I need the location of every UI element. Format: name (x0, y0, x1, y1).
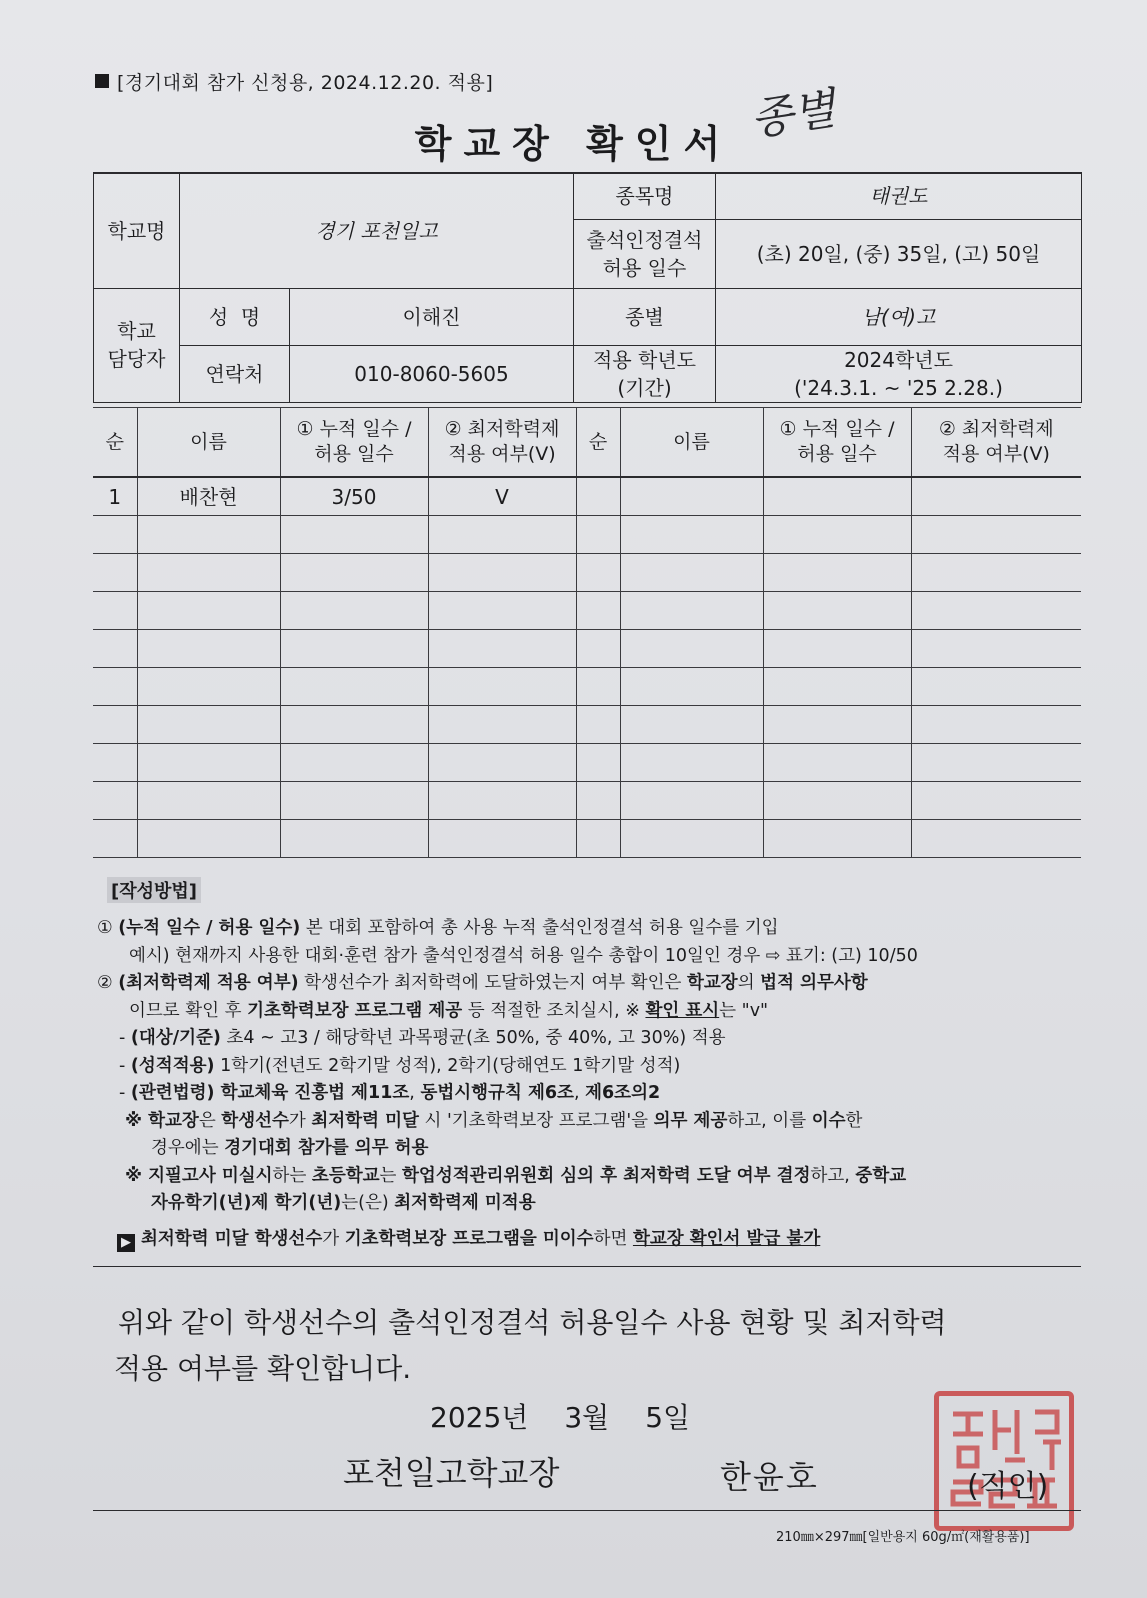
roster-cell-empty (620, 744, 763, 782)
roster-cell-empty (137, 592, 280, 630)
absence-label (574, 219, 716, 288)
text: 중학교 (855, 1165, 907, 1186)
roster-cell-empty (93, 668, 137, 706)
paper-spec: 210㎜×297㎜[일반용지 60g/㎡(재활용품)] (776, 1530, 1030, 1545)
method-section (97, 915, 1077, 1253)
roster-cell-empty (576, 630, 620, 668)
roster-cell-empty (763, 592, 911, 630)
text: 이수 (811, 1110, 846, 1131)
text: 학생선수가 최저학력에 도달하였는지 여부 확인은 (298, 973, 687, 993)
text: 지필고사 미실시 (148, 1165, 273, 1186)
roster-cell-empty (428, 782, 576, 820)
method-line-7 (97, 1080, 1077, 1108)
table-row (93, 706, 1081, 744)
year-value-line2: ('24.3.1. ~ '25 2.28.) (794, 375, 1003, 400)
text: 기초학력보장 프로그램을 미이수 (344, 1228, 594, 1249)
year-label-line1: 적용 학년도 (593, 347, 696, 372)
roster-cell-days: 3/50 (280, 477, 428, 516)
roster-cell-empty (620, 782, 763, 820)
method-line-10 (97, 1163, 1077, 1191)
text: 초4 ~ 고3 / 해당학년 과목평균(초 50%, 중 40%, 고 30%) 적용 (220, 1028, 726, 1048)
header-note-text: [경기대회 참가 신청용, 2024.12.20. 적용] (117, 72, 494, 94)
roster-cell-empty (280, 554, 428, 592)
text: 최저학력 미달 학생선수 (141, 1228, 323, 1249)
text: 학생선수 (221, 1110, 289, 1131)
date (430, 1396, 726, 1436)
roster-cell-empty (620, 630, 763, 668)
roster-header-days (280, 408, 428, 478)
text: 의 (737, 973, 761, 993)
roster-cell-empty (428, 516, 576, 554)
confirmation-line2: 적용 여부를 확인합니다. (114, 1352, 412, 1385)
text: 가 (288, 1110, 312, 1131)
roster-cell-empty (428, 744, 576, 782)
square-bullet-icon (95, 74, 109, 88)
roster-cell-empty (911, 744, 1081, 782)
method-line-11 (97, 1190, 1077, 1218)
text: 학교장 (148, 1110, 199, 1131)
text: 한 (845, 1110, 863, 1131)
roster-header-no-2: 순 (576, 408, 620, 478)
text: 동법시행규칙 제6조 (420, 1083, 574, 1103)
method-line-4 (97, 998, 1077, 1026)
roster-cell-empty (911, 592, 1081, 630)
table-row (93, 668, 1081, 706)
method-line-8 (97, 1108, 1077, 1136)
roster-cell-empty (576, 477, 620, 516)
roster-cell-empty (428, 820, 576, 858)
days-header-line2: 허용 일수 (314, 443, 394, 465)
text: 초등학교 (311, 1165, 380, 1186)
roster-cell-empty (763, 668, 911, 706)
divider (93, 1266, 1081, 1267)
manager-label-line1: 학교 (117, 319, 156, 343)
method-line-1 (97, 915, 1077, 943)
roster-header-min (428, 408, 576, 478)
year-label-line2: (기간) (617, 375, 672, 400)
roster-cell-empty (93, 554, 137, 592)
method-line-3 (97, 970, 1077, 998)
roster-cell-empty (137, 782, 280, 820)
absence-value: (초) 20일, (중) 35일, (고) 50일 (716, 219, 1082, 288)
roster-cell-empty (137, 554, 280, 592)
text: 예시) 현재까지 사용한 대회·훈련 참가 출석인정결석 허용 일수 총합이 10일인 경우 ⇨ 표기: (고) 10/50 (129, 945, 918, 966)
min-header-line1: ② 최저학력제 (444, 418, 560, 441)
text: 경우에는 (151, 1138, 225, 1158)
name-value: 이해진 (290, 288, 574, 345)
method-line-9 (97, 1135, 1077, 1163)
text: 기초학력보장 프로그램 제공 (247, 1000, 463, 1021)
roster-cell-empty (280, 744, 428, 782)
text: , (573, 1083, 586, 1103)
date-month: 3월 (564, 1401, 610, 1434)
roster-cell-empty (576, 554, 620, 592)
text: - (119, 1028, 131, 1048)
roster-cell-empty (763, 554, 911, 592)
manager-label (94, 288, 180, 402)
text: 가 (322, 1228, 345, 1249)
table-row (93, 516, 1081, 554)
days-header-line2: 허용 일수 (797, 443, 877, 465)
table-row (93, 630, 1081, 668)
text: 학업성적관리위원회 심의 후 최저학력 도달 여부 결정 (402, 1165, 811, 1186)
year-value-line1: 2024학년도 (844, 347, 953, 372)
table-row (93, 477, 1081, 516)
roster-cell-empty (280, 820, 428, 858)
text: ② (97, 973, 119, 993)
text: (대상/기준) (130, 1028, 221, 1048)
roster-cell-empty (93, 744, 137, 782)
roster-cell-empty (93, 706, 137, 744)
text: 자유학기(년)제 학기(년) (151, 1193, 342, 1213)
text: 본 대회 포함하여 총 사용 누적 출석인정결석 허용 일수를 기입 (300, 918, 779, 938)
confirmation-line1: 위와 같이 학생선수의 출석인정결석 허용일수 사용 현황 및 최저학력 (118, 1306, 947, 1339)
text: 최저학력 미달 (311, 1110, 419, 1131)
text: (누적 일수 / 허용 일수) (118, 918, 301, 938)
roster-cell-empty (428, 668, 576, 706)
roster-cell-empty (620, 820, 763, 858)
roster-cell-empty (620, 706, 763, 744)
roster-cell-empty (137, 744, 280, 782)
category-label: 종별 (574, 288, 716, 345)
min-header-line1: ② 최저학력제 (938, 418, 1054, 441)
roster-cell-empty (763, 782, 911, 820)
text: 하면 (593, 1228, 633, 1249)
document-title: 학교장 확인서 (414, 122, 733, 166)
roster-cell-empty (137, 668, 280, 706)
roster-cell-empty (280, 668, 428, 706)
text: ※ (125, 1165, 149, 1186)
school-label: 학교명 (94, 173, 180, 288)
text: 는 "v" (719, 1000, 769, 1021)
roster-cell-empty (576, 782, 620, 820)
text: 는(은) (341, 1193, 395, 1213)
roster-cell-empty (911, 668, 1081, 706)
roster-cell-empty (576, 744, 620, 782)
confirmation-text (114, 1300, 1078, 1392)
handwritten-note: 종별 (747, 83, 839, 146)
roster-cell-empty (620, 554, 763, 592)
roster-cell-empty (93, 592, 137, 630)
info-table (93, 172, 1082, 403)
roster-cell-empty (911, 477, 1081, 516)
year-value (716, 345, 1082, 402)
manager-label-line2: 담당자 (107, 347, 166, 371)
text: 등 적절한 조치실시, ※ (462, 1000, 646, 1021)
bottom-divider (93, 1510, 1081, 1511)
text: 는 (379, 1165, 403, 1186)
table-row (93, 554, 1081, 592)
roster-cell-empty (93, 516, 137, 554)
roster-header-days-2 (763, 408, 911, 478)
text: - (119, 1083, 131, 1103)
contact-label: 연락처 (180, 345, 290, 402)
roster-cell-empty (763, 706, 911, 744)
days-header-line1: ① 누적 일수 / (779, 418, 895, 441)
text: 1학기(전년도 2학기말 성적), 2학기(당해연도 1학기말 성적) (214, 1055, 681, 1076)
roster-cell-empty (911, 516, 1081, 554)
text: 하는 (272, 1165, 312, 1186)
roster-cell-empty (428, 630, 576, 668)
category-value: 남(여)고 (716, 288, 1082, 345)
school-principal-label: 포천일고학교장 (343, 1454, 560, 1492)
header-note (95, 68, 493, 95)
roster-cell-empty (428, 706, 576, 744)
roster-header-min-2 (911, 408, 1081, 478)
days-header-line1: ① 누적 일수 / (296, 418, 412, 441)
roster-cell-no: 1 (93, 477, 137, 516)
text: 은 (198, 1110, 222, 1131)
event-label: 종목명 (574, 173, 716, 219)
min-header-line2: 적용 여부(V) (448, 443, 556, 465)
roster-cell-empty (93, 782, 137, 820)
roster-cell-empty (911, 706, 1081, 744)
text: ※ (125, 1110, 149, 1131)
text: 최저학력제 미적용 (394, 1193, 536, 1213)
text: 학교장 (686, 973, 738, 993)
roster-cell-empty (576, 516, 620, 554)
text: 시 '기초학력보장 프로그램'을 (418, 1110, 654, 1131)
text: 경기대회 참가를 의무 허용 (224, 1138, 429, 1158)
roster-cell-empty (620, 477, 763, 516)
roster-cell-empty (280, 782, 428, 820)
table-row (93, 782, 1081, 820)
roster-cell-empty (137, 820, 280, 858)
date-year: 2025년 (430, 1401, 529, 1434)
absence-label-line1: 출석인정결석 (586, 227, 703, 252)
roster-cell-empty (763, 477, 911, 516)
roster-cell-empty (620, 592, 763, 630)
roster-cell-empty (280, 630, 428, 668)
school-value: 경기 포천일고 (180, 173, 574, 288)
roster-cell-empty (280, 706, 428, 744)
arrow-box-icon: ▶ (117, 1234, 135, 1252)
roster-cell-name: 배찬현 (137, 477, 280, 516)
absence-label-line2: 허용 일수 (602, 255, 687, 280)
roster-cell-empty (137, 516, 280, 554)
roster-table (93, 407, 1081, 858)
roster-header-name: 이름 (137, 408, 280, 478)
roster-cell-empty (93, 820, 137, 858)
roster-cell-empty (911, 782, 1081, 820)
principal-name: 한윤호 (720, 1458, 819, 1496)
roster-cell-empty (763, 630, 911, 668)
table-row (93, 744, 1081, 782)
method-line-6 (97, 1053, 1077, 1081)
roster-cell-empty (911, 820, 1081, 858)
roster-cell-empty (576, 592, 620, 630)
roster-cell-empty (280, 592, 428, 630)
year-label (574, 345, 716, 402)
roster-cell-empty (620, 668, 763, 706)
date-day: 5일 (645, 1401, 691, 1434)
text: 하고, (810, 1165, 856, 1186)
roster-header-no: 순 (93, 408, 137, 478)
roster-cell-empty (428, 592, 576, 630)
roster-cell-empty (911, 554, 1081, 592)
roster-cell-empty (763, 820, 911, 858)
text: 확인 표시 (645, 1000, 720, 1021)
method-title: [작성방법] (107, 877, 201, 903)
method-line-2 (97, 943, 1077, 971)
roster-cell-min: V (428, 477, 576, 516)
text: (관련법령) 학교체육 진흥법 제11조 (130, 1083, 410, 1103)
name-label: 성 명 (180, 288, 290, 345)
roster-cell-empty (763, 516, 911, 554)
text: 이므로 확인 후 (129, 1000, 248, 1021)
event-value: 태권도 (716, 173, 1082, 219)
text: 법적 의무사항 (760, 973, 868, 993)
roster-cell-empty (137, 706, 280, 744)
text: , (409, 1083, 421, 1103)
text: - (119, 1055, 131, 1076)
roster-cell-empty (428, 554, 576, 592)
contact-value: 010-8060-5605 (290, 345, 574, 402)
text: 하고, 이를 (727, 1110, 812, 1131)
roster-header-name-2: 이름 (620, 408, 763, 478)
text: ① (97, 918, 119, 938)
text: 의무 제공 (653, 1110, 728, 1131)
text: 제6조의2 (585, 1083, 661, 1103)
roster-cell-empty (763, 744, 911, 782)
roster-cell-empty (620, 516, 763, 554)
method-final-line (97, 1226, 1077, 1254)
text: (최저학력제 적용 여부) (118, 973, 299, 993)
method-line-5 (97, 1025, 1077, 1053)
roster-cell-empty (576, 668, 620, 706)
roster-cell-empty (576, 820, 620, 858)
roster-cell-empty (137, 630, 280, 668)
table-row (93, 820, 1081, 858)
roster-cell-empty (576, 706, 620, 744)
seal-label: (직인) (967, 1469, 1049, 1504)
roster-cell-empty (93, 630, 137, 668)
table-row (93, 592, 1081, 630)
roster-cell-empty (280, 516, 428, 554)
text: 학교장 확인서 발급 불가 (632, 1228, 821, 1249)
roster-cell-empty (911, 630, 1081, 668)
min-header-line2: 적용 여부(V) (942, 443, 1050, 465)
text: (성적적용) (130, 1055, 215, 1076)
